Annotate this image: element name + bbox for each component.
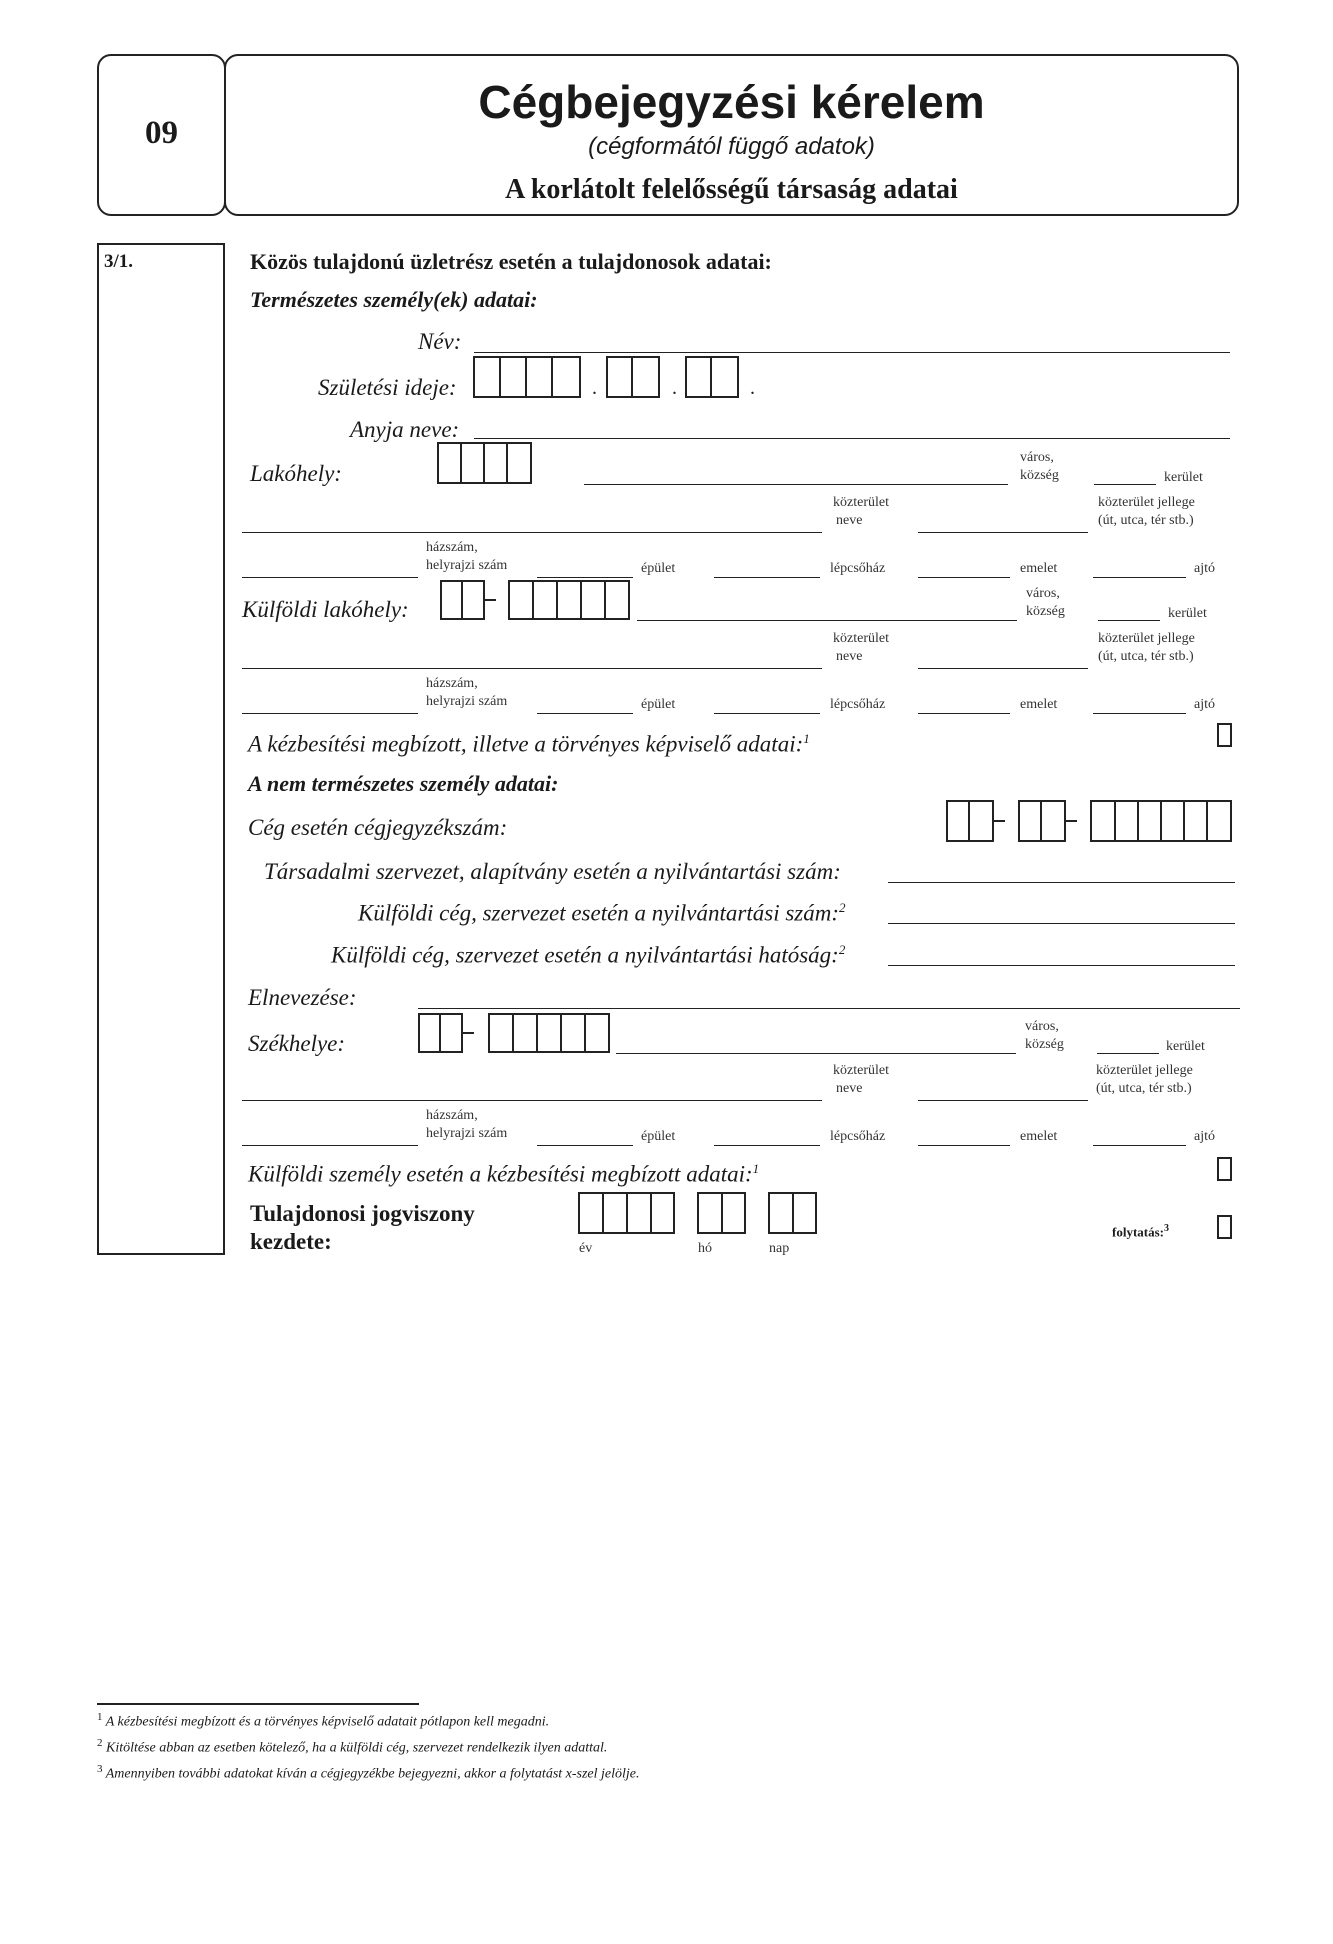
building-label: épület: [641, 697, 676, 712]
org-reg-field[interactable]: [888, 882, 1235, 883]
code-separator: [463, 1032, 474, 1034]
seat-country-cells[interactable]: [418, 1013, 463, 1053]
company-reg-court-cells[interactable]: [946, 800, 994, 842]
foreign-authority-label: Külföldi cég, szervezet esetén a nyilvántartási hatóság:$^2$: [331, 942, 846, 968]
company-reg-number-cells[interactable]: [1090, 800, 1232, 842]
residence-street-name-field[interactable]: [242, 532, 822, 533]
foreign-person-agent-label: Külföldi személy esetén a kézbesítési megbízott adatai:$^1$: [248, 1161, 760, 1187]
company-reg-form-cells[interactable]: [1018, 800, 1066, 842]
floor-label: emelet: [1020, 697, 1058, 712]
house-no-label: házszám, helyrajzi szám: [426, 676, 508, 709]
street-type-label: közterület jellege (út, utca, tér stb.): [1098, 495, 1195, 528]
name-label: Név:: [418, 329, 462, 354]
door-label: ajtó: [1194, 1129, 1215, 1144]
seat-street-type-field[interactable]: [918, 1100, 1088, 1101]
residence-street-type-field[interactable]: [918, 532, 1088, 533]
ownership-day-cells[interactable]: [768, 1192, 817, 1234]
seat-floor-field[interactable]: [918, 1145, 1010, 1146]
seat-house-no-field[interactable]: [242, 1145, 418, 1146]
foreign-residence-postcode-cells[interactable]: [508, 580, 630, 620]
staircase-label: lépcsőház: [830, 697, 886, 712]
city-label: város, község: [1020, 450, 1059, 483]
residence-district-field[interactable]: [1094, 484, 1156, 485]
seat-postcode-cells[interactable]: [488, 1013, 610, 1053]
city-label: város, község: [1025, 1019, 1064, 1052]
day-label: nap: [769, 1241, 790, 1256]
continuation-label: folytatás:$^3$: [1112, 1223, 1169, 1240]
code-separator: [1066, 820, 1077, 822]
building-label: épület: [641, 561, 676, 576]
foreign-residence-label: Külföldi lakóhely:: [242, 597, 409, 622]
org-reg-label: Társadalmi szervezet, alapítvány esetén a nyilvántartási szám:: [264, 859, 841, 884]
seat-city-field[interactable]: [616, 1053, 1016, 1054]
residence-house-no-field[interactable]: [242, 577, 418, 578]
birth-year-cells[interactable]: [473, 356, 581, 398]
birth-month-cells[interactable]: [606, 356, 660, 398]
natural-person-heading: Természetes személy(ek) adatai:: [250, 287, 538, 312]
footnote-divider: [97, 1703, 419, 1705]
code-separator: [994, 820, 1005, 822]
footnote-3: $^3$ Amennyiben további adatokat kíván a cégjegyzékbe bejegyezni, akkor a folytatást x-szel jelölje.: [97, 1763, 640, 1782]
foreign-residence-staircase-field[interactable]: [714, 713, 820, 714]
continuation-checkbox[interactable]: [1217, 1215, 1232, 1239]
company-reg-label: Cég esetén cégjegyzékszám:: [248, 815, 508, 840]
floor-label: emelet: [1020, 561, 1058, 576]
seat-street-name-field[interactable]: [242, 1100, 822, 1101]
footnote-1: $^1$ A kézbesítési megbízott és a törvényes képviselő adatait pótlapon kell megadni.: [97, 1711, 550, 1730]
foreign-reg-no-label: Külföldi cég, szervezet esetén a nyilvántartási szám:$^2$: [358, 900, 846, 926]
birth-date-separator: .: [592, 377, 597, 399]
birth-date-separator: .: [750, 377, 755, 399]
street-name-label: közterület neve: [833, 1063, 889, 1096]
seat-door-field[interactable]: [1093, 1145, 1186, 1146]
foreign-reg-no-field[interactable]: [888, 923, 1235, 924]
residence-floor-field[interactable]: [918, 577, 1010, 578]
birth-date-label: Születési ideje:: [318, 375, 457, 400]
foreign-person-agent-checkbox[interactable]: [1217, 1157, 1232, 1181]
entity-name-label: Elnevezése:: [248, 985, 357, 1010]
foreign-residence-country-cells[interactable]: [440, 580, 485, 620]
foreign-residence-house-no-field[interactable]: [242, 713, 418, 714]
foreign-residence-building-field[interactable]: [537, 713, 633, 714]
foreign-residence-district-field[interactable]: [1098, 620, 1160, 621]
foreign-residence-street-name-field[interactable]: [242, 668, 822, 669]
district-label: kerület: [1166, 1039, 1205, 1054]
ownership-month-cells[interactable]: [697, 1192, 746, 1234]
house-no-label: házszám, helyrajzi szám: [426, 540, 508, 573]
residence-building-field[interactable]: [537, 577, 633, 578]
foreign-residence-street-type-field[interactable]: [918, 668, 1088, 669]
street-type-label: közterület jellege (út, utca, tér stb.): [1098, 631, 1195, 664]
page-title: Cégbejegyzési kérelem: [478, 76, 985, 128]
street-name-label: közterület neve: [833, 495, 889, 528]
legal-entity-heading: A nem természetes személy adatai:: [248, 771, 559, 796]
code-separator: [485, 599, 496, 601]
section-title: A korlátolt felelősségű társaság adatai: [505, 174, 958, 205]
month-label: hó: [698, 1241, 712, 1256]
form-code: 09: [145, 115, 178, 151]
street-type-label: közterület jellege (út, utca, tér stb.): [1096, 1063, 1193, 1096]
delivery-agent-checkbox[interactable]: [1217, 723, 1232, 747]
residence-postcode-cells[interactable]: [437, 442, 532, 484]
district-label: kerület: [1168, 606, 1207, 621]
house-no-label: házszám, helyrajzi szám: [426, 1108, 508, 1141]
footnote-2: $^2$ Kitöltése abban az esetben kötelező, ha a külföldi cég, szervezet rendelkezik ilyen adattal.: [97, 1737, 608, 1756]
staircase-label: lépcsőház: [830, 561, 886, 576]
seat-district-field[interactable]: [1097, 1053, 1159, 1054]
door-label: ajtó: [1194, 561, 1215, 576]
seat-building-field[interactable]: [537, 1145, 633, 1146]
seat-label: Székhelye:: [248, 1031, 346, 1056]
door-label: ajtó: [1194, 697, 1215, 712]
delivery-agent-label: A kézbesítési megbízott, illetve a törvényes képviselő adatai:$^1$: [248, 731, 810, 757]
residence-staircase-field[interactable]: [714, 577, 820, 578]
ownership-start-label: Tulajdonosi jogviszony kezdete:: [250, 1201, 475, 1254]
residence-label: Lakóhely:: [250, 461, 342, 486]
section-heading: Közös tulajdonú üzletrész esetén a tulajdonosok adatai:: [250, 249, 772, 274]
mother-name-label: Anyja neve:: [350, 417, 460, 442]
foreign-residence-floor-field[interactable]: [918, 713, 1010, 714]
street-name-label: közterület neve: [833, 631, 889, 664]
seat-staircase-field[interactable]: [714, 1145, 820, 1146]
section-number-box: [97, 243, 225, 1255]
residence-city-field[interactable]: [584, 484, 1008, 485]
district-label: kerület: [1164, 470, 1203, 485]
mother-name-field[interactable]: [474, 438, 1230, 439]
floor-label: emelet: [1020, 1129, 1058, 1144]
year-label: év: [579, 1241, 593, 1256]
foreign-authority-field[interactable]: [888, 965, 1235, 966]
ownership-year-cells[interactable]: [578, 1192, 675, 1234]
building-label: épület: [641, 1129, 676, 1144]
page-subtitle: (cégformától függő adatok): [588, 133, 875, 160]
section-number: 3/1.: [104, 251, 134, 272]
city-label: város, község: [1026, 586, 1065, 619]
residence-door-field[interactable]: [1093, 577, 1186, 578]
name-field[interactable]: [474, 352, 1230, 353]
birth-date-separator: .: [672, 377, 677, 399]
foreign-residence-door-field[interactable]: [1093, 713, 1186, 714]
staircase-label: lépcsőház: [830, 1129, 886, 1144]
birth-day-cells[interactable]: [685, 356, 739, 398]
entity-name-field[interactable]: [418, 1008, 1240, 1009]
foreign-residence-city-field[interactable]: [637, 620, 1017, 621]
